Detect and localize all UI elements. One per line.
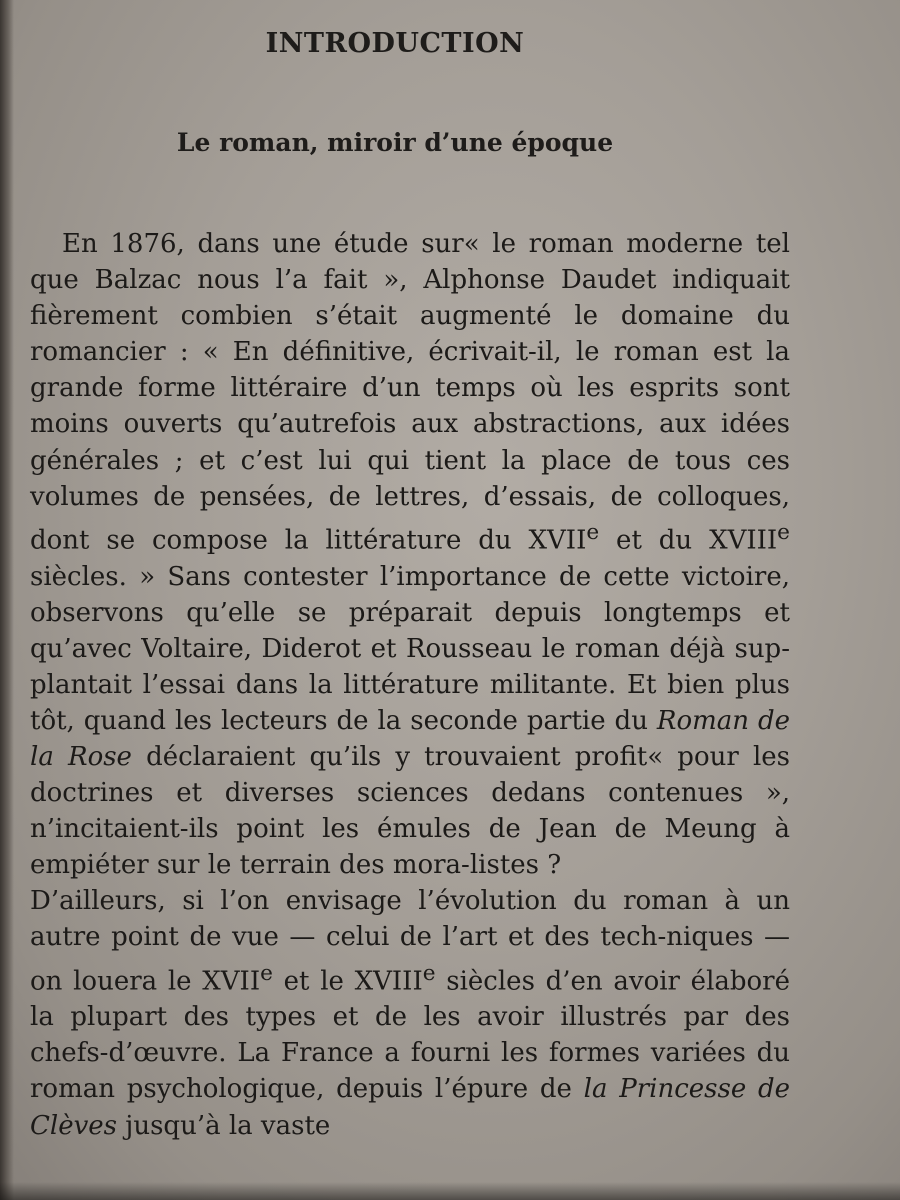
- superscript-e: e: [777, 519, 790, 545]
- superscript-e: e: [586, 519, 600, 545]
- page-bottom-shadow: [0, 1182, 900, 1200]
- text-run: déclaraient qu’ils y trouvaient profit« pour les doctrines et diverses sciences dedans contenues », n’incitaient-ils point les émules de Jean de Meung à empiéter sur le terrain des mora-listes ?: [30, 741, 790, 881]
- paragraph-1: [30, 226, 790, 883]
- text-run: et du XVIII: [599, 525, 778, 556]
- book-gutter-shadow: [0, 0, 14, 1200]
- text-run: siècles. » Sans contester l’importance de cette victoire, observons qu’elle se préparait depuis longtemps et qu’avec Voltaire, Diderot et Rousseau le roman déjà sup-plantait l’essai dans la littérature militante. Et bien plus tôt, quand les lecteurs de la seconde partie du: [30, 561, 790, 736]
- paragraph-2: [30, 883, 790, 1143]
- superscript-e: e: [260, 960, 273, 986]
- italic-title-roman-de-la-rose: Roman de la Rose: [30, 705, 790, 772]
- chapter-title: INTRODUCTION: [265, 28, 525, 59]
- text-run: En 1876, dans une étude sur« le roman moderne tel que Balzac nous l’a fait », Alphonse Daudet indiquait fièrement combien s’était augmenté le domaine du romancier : « En définitive, écrivait-il, le roman est la grande forme littéraire d’un temps où les esprits sont moins ouverts qu’autrefois aux abstractions, aux idées générales ; et c’est lui qui tient la place de tous ces volumes de pensées, de lettres, d’essais, de colloques, dont se compose la littérature du XVII: [30, 229, 790, 556]
- italic-title-princesse-de-cleves: la Princesse de Clèves: [30, 1074, 790, 1141]
- section-title: Le roman, miroir d’une époque: [176, 128, 614, 157]
- superscript-e: e: [422, 960, 436, 986]
- text-run: D’ailleurs, si l’on envisage l’évolution du roman à un autre point de vue — celui de l’art et des tech-niques — on louera le XVII: [30, 886, 790, 997]
- body-text: [30, 226, 790, 1144]
- text-run: siècles d’en avoir élaboré la plupart des types et de les avoir illustrés par des chefs-d’œuvre. La France a fourni les formes variées du roman psychologique, depuis l’épure de: [30, 966, 790, 1105]
- text-run: jusqu’à la vaste: [117, 1110, 331, 1141]
- text-run: et le XVIII: [272, 966, 423, 997]
